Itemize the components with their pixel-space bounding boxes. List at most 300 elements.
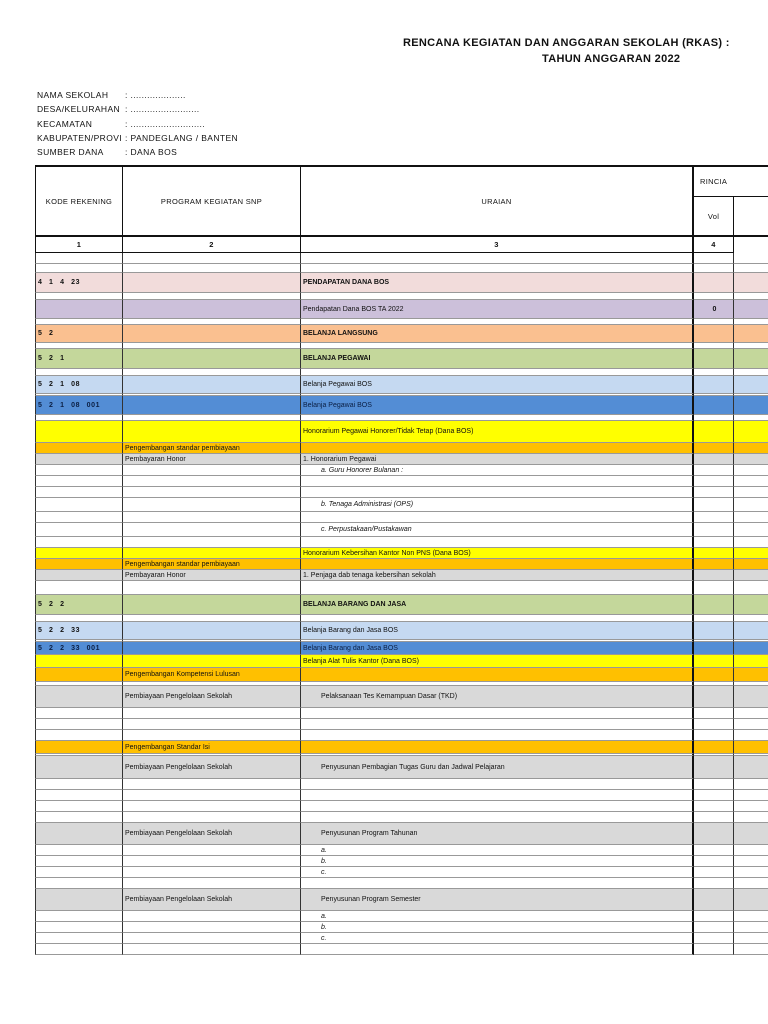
cell-rincian (734, 443, 768, 454)
cell-kode-rekening: 5 2 1 08 (35, 376, 123, 394)
table-row (35, 911, 768, 922)
cell-program: Pembayaran Honor (123, 570, 301, 581)
cell-program: Pengembangan standar pembiayaan (123, 559, 301, 570)
cell-program: Pengembangan standar pembiayaan (123, 443, 301, 454)
cell-kode-rekening: 5 2 2 (35, 595, 123, 615)
cell-program (123, 537, 301, 548)
cell-uraian: Honorarium Pegawai Honorer/Tidak Tetap (Dana BOS) (301, 421, 694, 443)
school-info (37, 88, 238, 159)
cell-program (123, 595, 301, 615)
table-row (35, 523, 768, 537)
cell-program (123, 369, 301, 376)
cell-program (123, 622, 301, 640)
cell-uraian (301, 581, 694, 595)
cell-vol (694, 686, 734, 708)
cell-kode-rekening (35, 548, 123, 559)
cell-kode-rekening (35, 570, 123, 581)
cell-kode-rekening (35, 443, 123, 454)
cell-kode-rekening (35, 523, 123, 537)
cell-kode-rekening: 5 2 1 (35, 349, 123, 369)
cell-kode-rekening (35, 512, 123, 523)
cell-rincian (734, 878, 768, 889)
info-value: : ......................... (125, 104, 200, 115)
table-row (35, 615, 768, 622)
cell-vol (694, 548, 734, 559)
cell-kode-rekening: 4 1 4 23 (35, 273, 123, 293)
cell-vol (694, 823, 734, 845)
cell-vol (694, 911, 734, 922)
cell-rincian (734, 273, 768, 293)
cell-vol (694, 741, 734, 754)
cell-program (123, 376, 301, 394)
cell-kode-rekening (35, 253, 123, 264)
cell-vol (694, 443, 734, 454)
cell-program: Pembiayaan Pengelolaan Sekolah (123, 889, 301, 911)
info-row (37, 117, 238, 131)
column-number-3: 3 (301, 237, 694, 253)
table-row (35, 756, 768, 779)
cell-program (123, 642, 301, 655)
table-row (35, 476, 768, 487)
cell-vol (694, 922, 734, 933)
cell-rincian (734, 369, 768, 376)
cell-program (123, 396, 301, 415)
table-row (35, 779, 768, 790)
cell-rincian (734, 889, 768, 911)
cell-kode-rekening (35, 465, 123, 476)
cell-rincian (734, 655, 768, 668)
cell-vol (694, 293, 734, 300)
cell-rincian (734, 570, 768, 581)
cell-uraian: Honorarium Kebersihan Kantor Non PNS (Dana BOS) (301, 548, 694, 559)
cell-rincian (734, 668, 768, 682)
table-row (35, 823, 768, 845)
cell-vol (694, 559, 734, 570)
cell-rincian (734, 264, 768, 273)
cell-kode-rekening: 5 2 (35, 325, 123, 343)
cell-vol (694, 476, 734, 487)
cell-kode-rekening (35, 779, 123, 790)
cell-vol (694, 779, 734, 790)
cell-rincian (734, 300, 768, 319)
cell-kode-rekening (35, 686, 123, 708)
cell-kode-rekening (35, 741, 123, 754)
table-row (35, 730, 768, 741)
cell-program (123, 812, 301, 823)
cell-uraian: BELANJA BARANG DAN JASA (301, 595, 694, 615)
cell-vol (694, 730, 734, 741)
cell-kode-rekening (35, 476, 123, 487)
cell-vol (694, 349, 734, 369)
cell-uraian: a. (301, 911, 694, 922)
cell-kode-rekening (35, 719, 123, 730)
cell-vol (694, 369, 734, 376)
cell-program (123, 300, 301, 319)
cell-rincian (734, 856, 768, 867)
cell-vol (694, 512, 734, 523)
cell-program: Pembiayaan Pengelolaan Sekolah (123, 686, 301, 708)
cell-rincian (734, 476, 768, 487)
cell-uraian (301, 253, 694, 264)
cell-vol (694, 421, 734, 443)
cell-kode-rekening (35, 264, 123, 273)
cell-uraian: Belanja Pegawai BOS (301, 376, 694, 394)
cell-rincian (734, 719, 768, 730)
cell-kode-rekening (35, 856, 123, 867)
cell-kode-rekening: 5 2 2 33 (35, 622, 123, 640)
cell-uraian (301, 476, 694, 487)
cell-program: Pengembangan Kompetensi Lulusan (123, 668, 301, 682)
cell-program (123, 293, 301, 300)
cell-program (123, 779, 301, 790)
info-row (37, 88, 238, 102)
cell-vol (694, 253, 734, 264)
cell-rincian (734, 559, 768, 570)
cell-kode-rekening (35, 559, 123, 570)
cell-uraian (301, 668, 694, 682)
cell-program (123, 867, 301, 878)
table-row (35, 376, 768, 394)
cell-program (123, 615, 301, 622)
cell-program (123, 476, 301, 487)
cell-program (123, 790, 301, 801)
cell-uraian: 1. Penjaga dab tenaga kebersihan sekolah (301, 570, 694, 581)
cell-program (123, 911, 301, 922)
cell-uraian: c. (301, 867, 694, 878)
table-row (35, 878, 768, 889)
cell-kode-rekening (35, 293, 123, 300)
table-row (35, 812, 768, 823)
cell-rincian (734, 581, 768, 595)
cell-uraian (301, 264, 694, 273)
cell-kode-rekening (35, 300, 123, 319)
cell-vol (694, 454, 734, 465)
table-row (35, 801, 768, 812)
cell-kode-rekening (35, 537, 123, 548)
cell-program (123, 856, 301, 867)
cell-kode-rekening (35, 708, 123, 719)
cell-uraian: Belanja Alat Tulis Kantor (Dana BOS) (301, 655, 694, 668)
cell-vol (694, 889, 734, 911)
cell-program (123, 512, 301, 523)
cell-uraian (301, 293, 694, 300)
cell-rincian (734, 349, 768, 369)
cell-rincian (734, 944, 768, 955)
cell-kode-rekening (35, 889, 123, 911)
table-row (35, 264, 768, 273)
cell-program (123, 349, 301, 369)
table-row (35, 570, 768, 581)
table-row (35, 325, 768, 343)
table-row (35, 944, 768, 955)
cell-rincian (734, 325, 768, 343)
cell-uraian: Penyusunan Program Semester (301, 889, 694, 911)
cell-vol (694, 933, 734, 944)
cell-rincian (734, 933, 768, 944)
cell-kode-rekening (35, 823, 123, 845)
cell-vol (694, 622, 734, 640)
table-row (35, 867, 768, 878)
cell-vol (694, 523, 734, 537)
cell-rincian (734, 812, 768, 823)
table-row (35, 396, 768, 415)
table-row (35, 622, 768, 640)
cell-uraian (301, 741, 694, 754)
cell-uraian: Pendapatan Dana BOS TA 2022 (301, 300, 694, 319)
table-row (35, 856, 768, 867)
table-row (35, 889, 768, 911)
cell-rincian (734, 756, 768, 779)
cell-rincian (734, 801, 768, 812)
cell-uraian (301, 944, 694, 955)
table-row (35, 790, 768, 801)
cell-uraian (301, 559, 694, 570)
cell-uraian: 1. Honorarium Pegawai (301, 454, 694, 465)
header-rincian: RINCIA (694, 167, 768, 197)
cell-vol (694, 498, 734, 512)
cell-program (123, 548, 301, 559)
table-row (35, 922, 768, 933)
cell-uraian: Penyusunan Program Tahunan (301, 823, 694, 845)
cell-program (123, 719, 301, 730)
cell-uraian (301, 615, 694, 622)
cell-kode-rekening (35, 730, 123, 741)
cell-program (123, 845, 301, 856)
cell-rincian (734, 790, 768, 801)
table-row (35, 369, 768, 376)
cell-vol (694, 790, 734, 801)
column-number-1: 1 (35, 237, 123, 253)
column-number-4: 4 (694, 237, 734, 253)
cell-program (123, 487, 301, 498)
cell-uraian (301, 812, 694, 823)
cell-vol (694, 537, 734, 548)
table-row (35, 273, 768, 293)
cell-uraian: PENDAPATAN DANA BOS (301, 273, 694, 293)
cell-vol (694, 878, 734, 889)
table-row (35, 454, 768, 465)
cell-kode-rekening (35, 845, 123, 856)
table-row (35, 443, 768, 454)
table-row (35, 686, 768, 708)
cell-rincian (734, 741, 768, 754)
cell-uraian: b. (301, 856, 694, 867)
cell-kode-rekening (35, 756, 123, 779)
cell-rincian (734, 823, 768, 845)
table-row (35, 741, 768, 754)
table-row (35, 421, 768, 443)
cell-program (123, 273, 301, 293)
cell-kode-rekening (35, 498, 123, 512)
cell-rincian (734, 454, 768, 465)
cell-program (123, 498, 301, 512)
info-label: KABUPATEN/PROVI (37, 132, 123, 143)
cell-rincian (734, 498, 768, 512)
cell-program: Pembiayaan Pengelolaan Sekolah (123, 823, 301, 845)
table-row (35, 548, 768, 559)
cell-uraian: BELANJA PEGAWAI (301, 349, 694, 369)
cell-kode-rekening (35, 933, 123, 944)
cell-vol (694, 867, 734, 878)
cell-vol (694, 668, 734, 682)
cell-uraian (301, 537, 694, 548)
cell-rincian (734, 779, 768, 790)
cell-vol (694, 856, 734, 867)
table-row (35, 719, 768, 730)
table-row (35, 708, 768, 719)
info-value: : PANDEGLANG / BANTEN (125, 132, 239, 143)
cell-rincian (734, 845, 768, 856)
info-value: : DANA BOS (125, 147, 178, 158)
cell-kode-rekening (35, 581, 123, 595)
cell-kode-rekening (35, 790, 123, 801)
cell-uraian: b. Tenaga Administrasi (OPS) (301, 498, 694, 512)
cell-vol (694, 944, 734, 955)
cell-uraian: Belanja Barang dan Jasa BOS (301, 642, 694, 655)
cell-uraian: Belanja Pegawai BOS (301, 396, 694, 415)
cell-rincian (734, 708, 768, 719)
info-label: NAMA SEKOLAH (37, 90, 109, 100)
cell-rincian (734, 911, 768, 922)
cell-rincian (734, 376, 768, 394)
cell-vol (694, 376, 734, 394)
cell-uraian (301, 801, 694, 812)
cell-program (123, 253, 301, 264)
cell-vol (694, 273, 734, 293)
cell-uraian (301, 708, 694, 719)
cell-uraian: Penyusunan Pembagian Tugas Guru dan Jadwal Pelajaran (301, 756, 694, 779)
cell-rincian (734, 730, 768, 741)
cell-program (123, 708, 301, 719)
cell-kode-rekening (35, 801, 123, 812)
cell-uraian (301, 443, 694, 454)
cell-rincian (734, 253, 768, 264)
table-row (35, 559, 768, 570)
table-row (35, 845, 768, 856)
table-row (35, 512, 768, 523)
cell-program (123, 922, 301, 933)
table-row (35, 581, 768, 595)
cell-kode-rekening (35, 369, 123, 376)
cell-uraian (301, 790, 694, 801)
cell-rincian (734, 523, 768, 537)
cell-rincian (734, 293, 768, 300)
cell-program (123, 325, 301, 343)
cell-rincian (734, 622, 768, 640)
cell-vol (694, 570, 734, 581)
cell-program (123, 944, 301, 955)
cell-rincian (734, 922, 768, 933)
info-label: DESA/KELURAHAN (37, 104, 121, 115)
cell-kode-rekening (35, 878, 123, 889)
cell-uraian (301, 487, 694, 498)
cell-vol (694, 595, 734, 615)
rkas-table (35, 165, 768, 991)
cell-kode-rekening (35, 944, 123, 955)
cell-rincian (734, 487, 768, 498)
header-uraian: URAIAN (301, 167, 694, 235)
info-value: : .................... (125, 90, 186, 100)
table-row (35, 293, 768, 300)
cell-rincian (734, 421, 768, 443)
cell-rincian (734, 615, 768, 622)
cell-program (123, 421, 301, 443)
cell-kode-rekening (35, 487, 123, 498)
cell-program (123, 465, 301, 476)
cell-vol (694, 264, 734, 273)
cell-vol (694, 708, 734, 719)
table-row (35, 349, 768, 369)
cell-kode-rekening (35, 615, 123, 622)
cell-program: Pembiayaan Pengelolaan Sekolah (123, 756, 301, 779)
cell-program: Pengembangan Standar Isi (123, 741, 301, 754)
cell-uraian: Pelaksanaan Tes Kemampuan Dasar (TKD) (301, 686, 694, 708)
cell-vol (694, 801, 734, 812)
header-program: PROGRAM KEGIATAN SNP (123, 167, 301, 235)
cell-uraian: BELANJA LANGSUNG (301, 325, 694, 343)
cell-program: Pembayaran Honor (123, 454, 301, 465)
info-value: : ........................... (125, 118, 206, 129)
cell-uraian: c. (301, 933, 694, 944)
cell-vol: 0 (694, 300, 734, 319)
cell-rincian (734, 686, 768, 708)
cell-kode-rekening: 5 2 2 33 001 (35, 642, 123, 655)
cell-uraian: a. Guru Honorer Bulanan : (301, 465, 694, 476)
cell-uraian: a. (301, 845, 694, 856)
table-row (35, 655, 768, 668)
cell-rincian (734, 537, 768, 548)
cell-program (123, 264, 301, 273)
header-kode-rekening: KODE REKENING (35, 167, 123, 235)
table-row (35, 537, 768, 548)
cell-vol (694, 845, 734, 856)
table-row (35, 933, 768, 944)
cell-program (123, 801, 301, 812)
cell-uraian: Belanja Barang dan Jasa BOS (301, 622, 694, 640)
cell-vol (694, 642, 734, 655)
cell-rincian (734, 642, 768, 655)
cell-kode-rekening (35, 911, 123, 922)
cell-kode-rekening (35, 668, 123, 682)
cell-kode-rekening (35, 812, 123, 823)
cell-vol (694, 756, 734, 779)
cell-vol (694, 325, 734, 343)
cell-rincian (734, 396, 768, 415)
cell-uraian (301, 730, 694, 741)
cell-program (123, 523, 301, 537)
cell-uraian (301, 878, 694, 889)
table-row (35, 465, 768, 476)
cell-program (123, 581, 301, 595)
cell-uraian (301, 369, 694, 376)
cell-vol (694, 465, 734, 476)
cell-rincian (734, 548, 768, 559)
cell-uraian: b. (301, 922, 694, 933)
table-row (35, 253, 768, 264)
table-row (35, 487, 768, 498)
table-row (35, 668, 768, 682)
cell-vol (694, 655, 734, 668)
info-row (37, 131, 238, 145)
info-row (37, 145, 238, 159)
cell-kode-rekening (35, 421, 123, 443)
title-line-1: RENCANA KEGIATAN DAN ANGGARAN SEKOLAH (RKAS) : (403, 37, 730, 49)
table-row (35, 498, 768, 512)
header-vol: Vol (694, 197, 734, 235)
cell-kode-rekening (35, 655, 123, 668)
title-line-2: TAHUN ANGGARAN 2022 (542, 53, 681, 65)
cell-uraian: c. Perpustakaan/Pustakawan (301, 523, 694, 537)
